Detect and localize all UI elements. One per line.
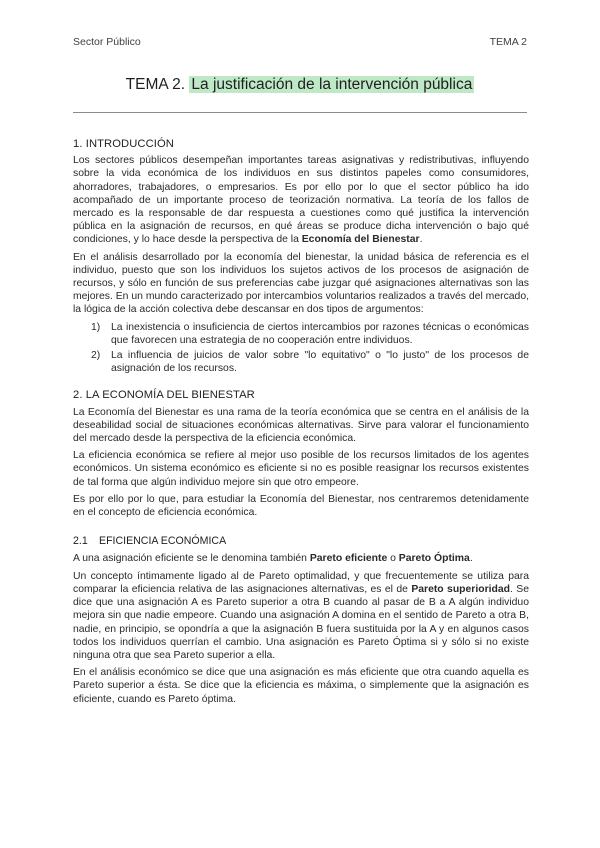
section-1-heading: 1. INTRODUCCIÓN [73, 138, 174, 150]
header-right-text: TEMA 2 [489, 36, 527, 48]
section-1-paragraph-2: En el análisis desarrollado por la economía del bienestar, la unidad básica de referencia es el individuo, puesto que son los individuos los sujetos activos de los procesos de asignación de recursos, y sólo en función de sus preferencias cabe juzgar qué asignaciones alternativas son las mejores. En un mundo caracterizado por intercambios voluntarios realizados a través del mercado, la lógica de la acción colectiva debe descansar en dos tipos de argumentos: [73, 251, 529, 316]
subsection-paragraph-3: En el análisis económico se dice que una asignación es más eficiente que otra cuando aquella es Pareto superior a ésta. Se dice que la eficiencia es máxima, o simplemente que la asignación es eficiente, cuando es Pareto óptima. [73, 667, 529, 705]
s1p1-bold: Economía del Bienestar [301, 234, 420, 246]
list-marker: 2) [91, 350, 101, 362]
s21p1-bold-2: Pareto Óptima [398, 553, 470, 565]
section-2-paragraph-3: Es por ello por lo que, para estudiar la Economía del Bienestar, nos centraremos detenidamente en el concepto de eficiencia económica. [73, 493, 529, 519]
subsection-2-1-heading [73, 535, 529, 548]
section-1-paragraph-1 [73, 154, 529, 246]
page-header [73, 36, 527, 50]
subsection-paragraph-1 [73, 552, 529, 565]
arguments-list [73, 321, 529, 376]
title-highlight: La justificación de la intervención pública [191, 76, 473, 93]
list-marker: 1) [91, 321, 101, 333]
list-item [73, 321, 529, 347]
s21p1-bold-1: Pareto eficiente [309, 553, 388, 565]
document-body [73, 138, 529, 710]
subsection-paragraph-2 [73, 570, 529, 662]
s21p1-end: . [469, 553, 473, 565]
s21p2-bold: Pareto superioridad [411, 583, 510, 595]
subsection-number: 2.1 [73, 535, 88, 548]
title-divider [73, 112, 527, 113]
s21p1-mid: o [387, 553, 399, 565]
title-prefix: TEMA 2. [125, 76, 186, 93]
s21p2-b: . Se dice que una asignación A es Pareto superior a otra B cuando al pasar de B a A algún individuo mejora sin que nadie empeore. Cuando una asignación A domina en el sentido de Pareto a otra B, nadie, en principio, se opondría a que la asignación B fuera sustituida por la A y en algunos casos todos los individuos querrían el cambio. Una asignación es Pareto Óptima si y sólo si no existe ninguna otra que sea Pareto superior a ella. [73, 583, 529, 661]
section-2-heading: 2. LA ECONOMÍA DEL BIENESTAR [73, 389, 255, 402]
list-item-text: La inexistencia o insuficiencia de ciertos intercambios por razones técnicas o económicas que favorecen una estrategia de no cooperación entre individuos. [111, 321, 529, 346]
subsection-title: EFICIENCIA ECONÓMICA [99, 535, 227, 548]
s21p2-a: Un concepto íntimamente ligado al de Pareto optimalidad, y que frecuentemente se utiliza para comparar la eficiencia relativa de las asignaciones alternativas, es el de [73, 570, 529, 595]
list-item-text: La influencia de juicios de valor sobre "lo equitativo" o "lo justo" de los procesos de asignación de los recursos. [111, 350, 529, 375]
document-title [0, 76, 600, 94]
s21p1-a: A una asignación eficiente se le denomina también [73, 553, 310, 565]
section-2-paragraph-2: La eficiencia económica se refiere al mejor uso posible de los recursos limitados de los agentes económicos. Un sistema económico es eficiente si no es posible reasignar los recursos existentes de tal forma que algún individuo mejore sin que otro empeore. [73, 450, 529, 488]
section-2-paragraph-1: La Economía del Bienestar es una rama de la teoría económica que se centra en el análisis de la deseabilidad social de situaciones económicas alternativas. Sirve para valorar el funcionamiento del mercado desde la perspectiva de la eficiencia económica. [73, 406, 529, 445]
list-item [73, 349, 529, 375]
header-left-text: Sector Público [73, 36, 141, 48]
s1p1-text: Los sectores públicos desempeñan importantes tareas asignativas y redistributivas, influyendo sobre la vida económica de los individuos en sus distintos papeles como consumidores, ahorradores, trabajadores, o empresarios. Es por ello por lo que el sector público ha ido acompañado de un importante proceso de teorización normativa. La teoría de los fallos de mercado es la responsable de dar respuesta a cuestiones como qué justifica la intervención pública en la asignación de recursos, en qué áreas se produce dicha intervención o bajo qué condiciones, y lo hace desde la perspectiva de la [73, 155, 529, 246]
s1p1-end: . [419, 234, 423, 246]
